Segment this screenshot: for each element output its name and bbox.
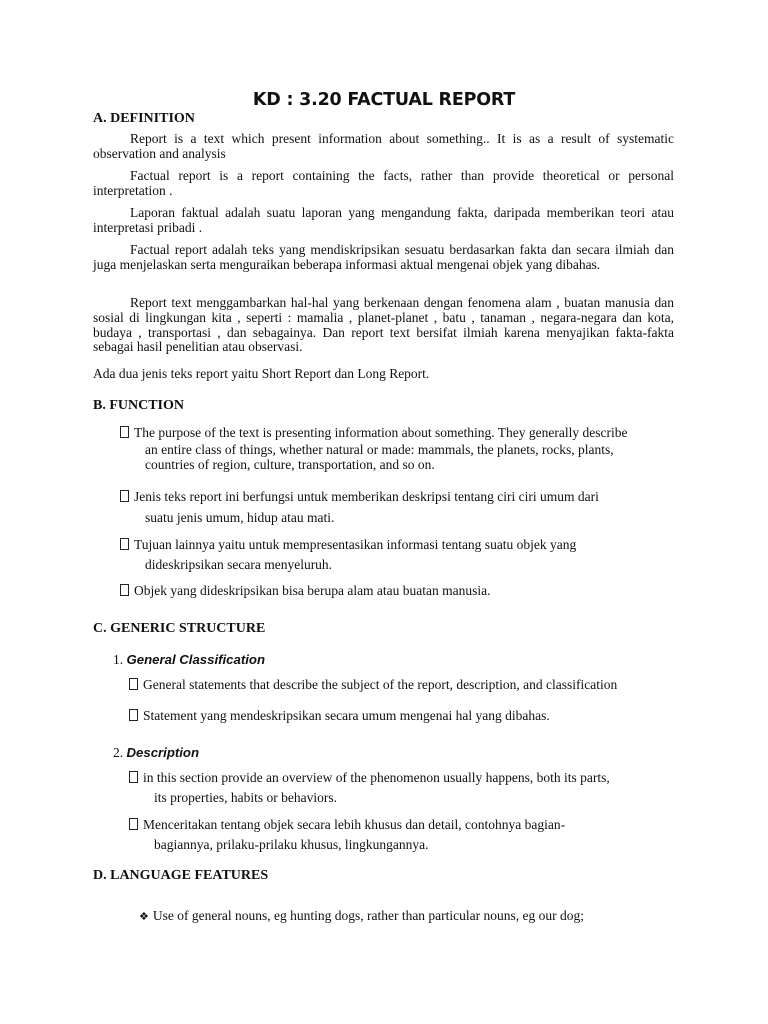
diamond-bullet-icon: ❖ xyxy=(139,910,149,923)
structure-item-2-label: Description xyxy=(126,745,200,760)
bullet-continuation: bagiannya, prilaku-prilaku khusus, lingkungannya. xyxy=(154,837,429,852)
section-heading-language: D. LANGUAGE FEATURES xyxy=(93,868,269,883)
definition-paragraph-3: Laporan faktual adalah suatu laporan yang mengandung fakta, daripada memberikan teori atau interpretasi pribadi . xyxy=(93,205,674,235)
checkbox-bullet-icon xyxy=(120,538,129,550)
structure-item-1-heading: 1. General Classification xyxy=(113,652,266,667)
checkbox-bullet-icon xyxy=(129,709,138,721)
structure-item-2-heading: 2. Description xyxy=(113,745,200,760)
bullet-continuation: countries of region, culture, transportation, and so on. xyxy=(145,457,435,472)
checkbox-bullet-icon xyxy=(129,678,138,690)
bullet-continuation: its properties, habits or behaviors. xyxy=(154,790,337,805)
function-bullet-3: Tujuan lainnya yaitu untuk mempresentasikan informasi tentang suatu objek yang dideskripsikan secara menyeluruh. xyxy=(120,536,576,573)
checkbox-bullet-icon xyxy=(129,771,138,783)
section-heading-definition: A. DEFINITION xyxy=(93,111,195,126)
function-bullet-1: The purpose of the text is presenting information about something. They generally describe an entire class of things, whether natural or made: mammals, the planets, rocks, plants, countries of region, culture, transportation, and so on. xyxy=(120,424,628,473)
definition-paragraph-6: Ada dua jenis teks report yaitu Short Report dan Long Report. xyxy=(93,366,430,381)
section-heading-function: B. FUNCTION xyxy=(93,398,185,413)
bullet-continuation: an entire class of things, whether natural or made: mammals, the planets, rocks, plants, xyxy=(145,442,614,457)
section-heading-structure: C. GENERIC STRUCTURE xyxy=(93,621,266,636)
definition-paragraph-2: Factual report is a report containing the facts, rather than provide theoretical or personal interpretation . xyxy=(93,168,674,198)
function-bullet-2: Jenis teks report ini berfungsi untuk memberikan deskripsi tentang ciri ciri umum dari suatu jenis umum, hidup atau mati. xyxy=(120,488,599,526)
bullet-continuation: dideskripsikan secara menyeluruh. xyxy=(145,557,333,572)
document-title: KD : 3.20 FACTUAL REPORT xyxy=(252,90,516,110)
structure-2-bullet-1: in this section provide an overview of the phenomenon usually happens, both its parts, its properties, habits or behaviors. xyxy=(129,769,610,806)
structure-2-bullet-2: Menceritakan tentang objek secara lebih khusus dan detail, contohnya bagian- bagiannya, prilaku-prilaku khusus, lingkungannya. xyxy=(129,816,565,853)
checkbox-bullet-icon xyxy=(120,490,129,502)
function-bullet-4: Objek yang dideskripsikan bisa berupa alam atau buatan manusia. xyxy=(120,582,491,599)
definition-paragraph-5: Report text menggambarkan hal-hal yang berkenaan dengan fenomena alam , buatan manusia dan sosial di lingkungan kita , seperti : mamalia , planet-planet , batu , tanaman , negara-negara dan kota, budaya , transportasi , dan sebagainya. Dan report text bersifat ilmiah karena menyajikan fakta-fakta sebagai hasil penelitian atau observasi. xyxy=(93,295,674,355)
language-bullet-1: ❖ Use of general nouns, eg hunting dogs, rather than particular nouns, eg our dog; xyxy=(139,908,585,923)
checkbox-bullet-icon xyxy=(129,818,138,830)
checkbox-bullet-icon xyxy=(120,426,129,438)
structure-1-bullet-2: Statement yang mendeskripsikan secara umum mengenai hal yang dibahas. xyxy=(129,707,550,724)
bullet-continuation: suatu jenis umum, hidup atau mati. xyxy=(145,510,335,525)
structure-1-bullet-1: General statements that describe the subject of the report, description, and classification xyxy=(129,676,617,693)
checkbox-bullet-icon xyxy=(120,584,129,596)
definition-paragraph-4: Factual report adalah teks yang mendiskripsikan sesuatu berdasarkan fakta dan secara ilmiah dan juga menjelaskan serta menguraikan beberapa informasi aktual mengenai objek yang dibahas. xyxy=(93,242,674,272)
definition-paragraph-1: Report is a text which present information about something.. It is as a result of systematic observation and analysis xyxy=(93,131,674,161)
structure-item-1-label: General Classification xyxy=(126,652,266,667)
